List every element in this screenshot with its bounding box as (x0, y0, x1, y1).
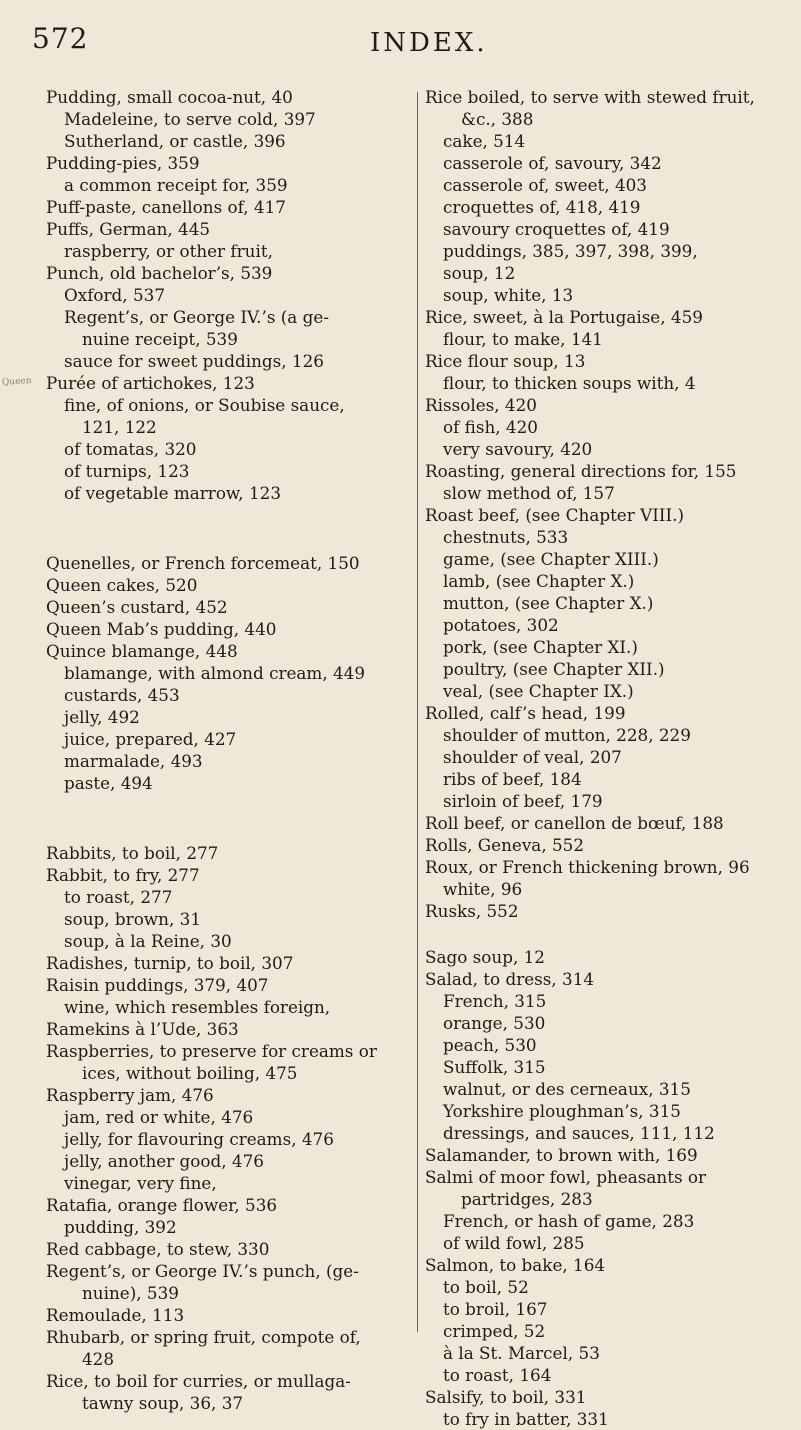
index-entry: Quince blamange, 448 (46, 641, 238, 661)
index-entry: nuine), 539 (82, 1283, 179, 1303)
index-entry: pudding, 392 (64, 1217, 177, 1237)
right-column (425, 86, 795, 1430)
index-entry: peach, 530 (443, 1035, 537, 1055)
index-entry: chestnuts, 533 (443, 527, 569, 547)
entry-gap (46, 528, 416, 552)
index-entry: croquettes of, 418, 419 (443, 197, 641, 217)
index-entry: Radishes, turnip, to boil, 307 (46, 953, 294, 973)
index-entry: &c., 388 (461, 109, 534, 129)
index-entry: custards, 453 (64, 685, 180, 705)
index-entry: of fish, 420 (443, 417, 538, 437)
index-entry: Purée of artichokes, 123 (46, 373, 255, 393)
index-entry: Rabbit, to fry, 277 (46, 865, 200, 885)
index-entry: white, 96 (443, 879, 523, 899)
index-entry: Madeleine, to serve cold, 397 (64, 109, 316, 129)
index-entry: orange, 530 (443, 1013, 546, 1033)
index-entry: blamange, with almond cream, 449 (64, 663, 366, 683)
index-entry: ribs of beef, 184 (443, 769, 582, 789)
index-entry: Rhubarb, or spring fruit, compote of, (46, 1327, 361, 1347)
index-entry: Rolls, Geneva, 552 (425, 835, 585, 855)
index-entry: fine, of onions, or Soubise sauce, (64, 395, 345, 415)
index-entry: flour, to thicken soups with, 4 (443, 373, 696, 393)
index-entry: Sutherland, or castle, 396 (64, 131, 286, 151)
index-entry: jelly, for flavouring creams, 476 (64, 1129, 334, 1149)
index-entry: Red cabbage, to stew, 330 (46, 1239, 270, 1259)
index-entry: very savoury, 420 (443, 439, 593, 459)
index-entry: flour, to make, 141 (443, 329, 603, 349)
index-entry: to fry in batter, 331 (443, 1409, 609, 1429)
index-entry: Rice, sweet, à la Portugaise, 459 (425, 307, 703, 327)
index-entry: soup, 12 (443, 263, 516, 283)
index-entry: Salsify, to boil, 331 (425, 1387, 587, 1407)
index-entry: jelly, 492 (64, 707, 140, 727)
index-entry: pork, (see Chapter XI.) (443, 637, 638, 657)
index-entry: Raspberries, to preserve for creams or (46, 1041, 377, 1061)
column-divider (417, 92, 418, 1332)
index-entry: soup, à la Reine, 30 (64, 931, 232, 951)
index-entry: cake, 514 (443, 131, 526, 151)
left-column (46, 86, 416, 1414)
index-entry: of turnips, 123 (64, 461, 190, 481)
index-entry: Rice boiled, to serve with stewed fruit, (425, 87, 755, 107)
index-entry: to roast, 164 (443, 1365, 552, 1385)
index-entry: Rissoles, 420 (425, 395, 537, 415)
index-entry: Puffs, German, 445 (46, 219, 211, 239)
index-entry: Salmi of moor fowl, pheasants or (425, 1167, 707, 1187)
index-entry: Salamander, to brown with, 169 (425, 1145, 698, 1165)
index-entry: casserole of, savoury, 342 (443, 153, 662, 173)
index-entry: 121, 122 (82, 417, 157, 437)
index-entry: poultry, (see Chapter XII.) (443, 659, 665, 679)
index-entry: walnut, or des cerneaux, 315 (443, 1079, 691, 1099)
index-entry: Sago soup, 12 (425, 947, 545, 967)
index-entry: Puff-paste, canellons of, 417 (46, 197, 286, 217)
index-entry: Quenelles, or French forcemeat, 150 (46, 553, 360, 573)
index-entry: vinegar, very fine, (64, 1173, 217, 1193)
index-entry: Rusks, 552 (425, 901, 519, 921)
index-entry: soup, white, 13 (443, 285, 574, 305)
index-entry: crimped, 52 (443, 1321, 546, 1341)
index-entry: Rolled, calf’s head, 199 (425, 703, 626, 723)
entry-gap (46, 794, 416, 818)
index-entry: Queen cakes, 520 (46, 575, 198, 595)
index-entry: Rice, to boil for curries, or mullaga- (46, 1371, 351, 1391)
index-entry: Regent’s, or George IV.’s (a ge- (64, 307, 329, 327)
index-entry: marmalade, 493 (64, 751, 203, 771)
index-entry: game, (see Chapter XIII.) (443, 549, 659, 569)
index-entry: lamb, (see Chapter X.) (443, 571, 635, 591)
index-entry: juice, prepared, 427 (64, 729, 237, 749)
index-entry: to broil, 167 (443, 1299, 548, 1319)
index-entry: Ratafia, orange flower, 536 (46, 1195, 278, 1215)
index-entry: of wild fowl, 285 (443, 1233, 585, 1253)
index-entry: Punch, old bachelor’s, 539 (46, 263, 273, 283)
index-entry: shoulder of veal, 207 (443, 747, 622, 767)
index-entry: Roll beef, or canellon de bœuf, 188 (425, 813, 724, 833)
index-entry: Raspberry jam, 476 (46, 1085, 214, 1105)
index-entry: of tomatas, 320 (64, 439, 197, 459)
margin-note: Queen (1, 375, 32, 389)
index-entry: French, or hash of game, 283 (443, 1211, 695, 1231)
index-entry: puddings, 385, 397, 398, 399, (443, 241, 698, 261)
index-entry: 428 (82, 1349, 115, 1369)
index-entry: mutton, (see Chapter X.) (443, 593, 654, 613)
index-entry: Roux, or French thickening brown, 96 (425, 857, 750, 877)
index-entry: Queen’s custard, 452 (46, 597, 228, 617)
index-entry: Raisin puddings, 379, 407 (46, 975, 269, 995)
index-entry: raspberry, or other fruit, (64, 241, 273, 261)
index-entry: ices, without boiling, 475 (82, 1063, 298, 1083)
index-entry: sirloin of beef, 179 (443, 791, 603, 811)
page-number: 572 (32, 22, 89, 55)
index-entry: tawny soup, 36, 37 (82, 1393, 244, 1413)
index-entry: paste, 494 (64, 773, 153, 793)
running-head: INDEX. (370, 28, 488, 58)
index-entry: Ramekins à l’Ude, 363 (46, 1019, 239, 1039)
index-entry: Queen Mab’s pudding, 440 (46, 619, 277, 639)
index-entry: wine, which resembles foreign, (64, 997, 331, 1017)
index-entry: savoury croquettes of, 419 (443, 219, 670, 239)
index-entry: Pudding, small cocoa-nut, 40 (46, 87, 293, 107)
index-entry: veal, (see Chapter IX.) (443, 681, 634, 701)
index-entry: slow method of, 157 (443, 483, 615, 503)
index-entry: Pudding-pies, 359 (46, 153, 200, 173)
index-entry: Rabbits, to boil, 277 (46, 843, 219, 863)
index-entry: Regent’s, or George IV.’s punch, (ge- (46, 1261, 359, 1281)
index-entry: Roast beef, (see Chapter VIII.) (425, 505, 684, 525)
entry-gap (425, 922, 795, 946)
index-entry: shoulder of mutton, 228, 229 (443, 725, 691, 745)
index-entry: sauce for sweet puddings, 126 (64, 351, 324, 371)
index-entry: nuine receipt, 539 (82, 329, 238, 349)
index-entry: Oxford, 537 (64, 285, 165, 305)
index-entry: soup, brown, 31 (64, 909, 201, 929)
index-entry: to boil, 52 (443, 1277, 529, 1297)
index-entry: Suffolk, 315 (443, 1057, 546, 1077)
index-entry: dressings, and sauces, 111, 112 (443, 1123, 715, 1143)
index-entry: to roast, 277 (64, 887, 173, 907)
index-entry: French, 315 (443, 991, 547, 1011)
index-entry: jelly, another good, 476 (64, 1151, 264, 1171)
index-entry: Remoulade, 113 (46, 1305, 185, 1325)
entry-gap (46, 818, 416, 842)
index-entry: of vegetable marrow, 123 (64, 483, 281, 503)
index-entry: Salad, to dress, 314 (425, 969, 595, 989)
index-entry: Rice flour soup, 13 (425, 351, 586, 371)
index-entry: Salmon, to bake, 164 (425, 1255, 606, 1275)
index-entry: jam, red or white, 476 (64, 1107, 254, 1127)
index-entry: potatoes, 302 (443, 615, 559, 635)
index-entry: casserole of, sweet, 403 (443, 175, 647, 195)
entry-gap (46, 504, 416, 528)
index-entry: a common receipt for, 359 (64, 175, 288, 195)
index-entry: à la St. Marcel, 53 (443, 1343, 600, 1363)
index-entry: partridges, 283 (461, 1189, 593, 1209)
index-entry: Yorkshire ploughman’s, 315 (443, 1101, 681, 1121)
index-entry: Roasting, general directions for, 155 (425, 461, 737, 481)
